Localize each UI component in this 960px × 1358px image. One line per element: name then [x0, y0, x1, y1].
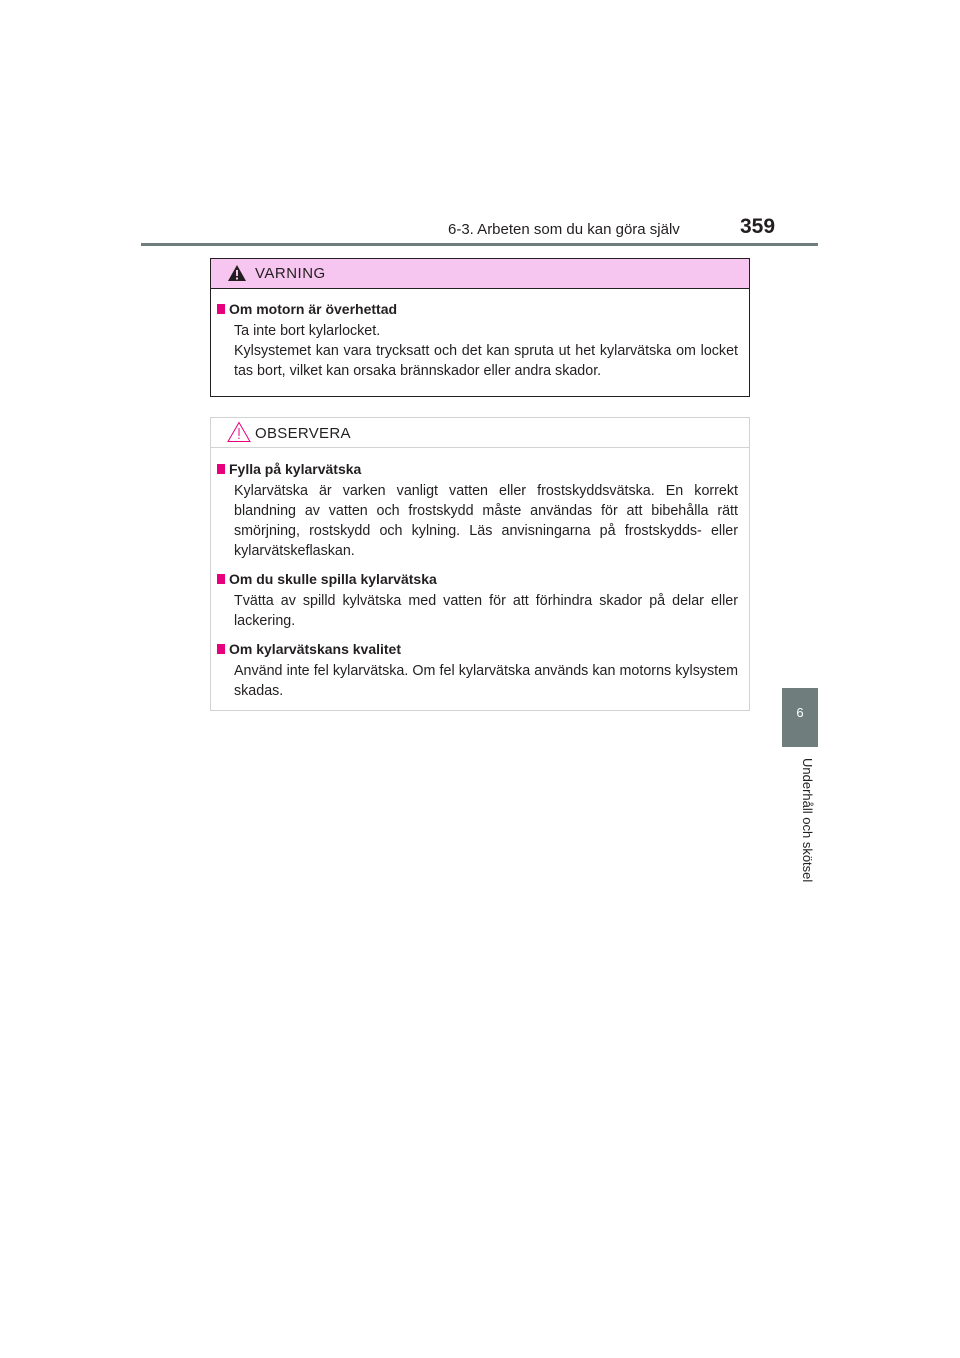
section-header: 6-3. Arbeten som du kan göra själv	[448, 221, 680, 238]
caution-box	[210, 417, 750, 711]
header-rule	[141, 243, 818, 246]
warning-item-body-2: Kylsystemet kan vara trycksatt och det kan spruta ut het kylarvätska om locket tas bort, vilket kan orsaka brännskador eller andra skador.	[234, 343, 738, 379]
caution-item-title-text: Om du skulle spilla kylarvätska	[229, 571, 437, 587]
caution-item-title	[217, 459, 738, 479]
warning-title: VARNING	[255, 265, 326, 282]
warning-content	[211, 299, 749, 381]
warning-item-title-text: Om motorn är överhettad	[229, 301, 398, 317]
warning-item-title	[217, 299, 738, 319]
page-number: 359	[740, 215, 776, 238]
bullet-square-icon	[217, 644, 225, 654]
warning-box	[210, 258, 750, 397]
chapter-label-container	[780, 758, 820, 898]
caution-item-body: Tvätta av spilld kylvätska med vatten för att förhindra skador på delar eller lackering.	[234, 593, 738, 629]
caution-triangle-icon	[227, 421, 251, 443]
caution-item-title	[217, 639, 738, 659]
chapter-tab: 6	[782, 688, 818, 747]
warning-header	[211, 259, 749, 289]
chapter-label: Underhåll och skötsel	[800, 758, 815, 883]
caution-title: OBSERVERA	[255, 425, 351, 442]
warning-item-body: Ta inte bort kylarlocket.	[234, 323, 381, 339]
caution-item-body: Kylarvätska är varken vanligt vatten eller frostskyddsvätska. En korrekt blandning av vatten och frostskydd måste användas för att bibehålla rätt smörjning, rostskydd och kylning. Läs anvisningarna på frostskydds- eller kylarvätskeflaskan.	[234, 483, 738, 559]
caution-item-title-text: Fylla på kylarvätska	[229, 461, 362, 477]
bullet-square-icon	[217, 574, 225, 584]
warning-triangle-icon	[227, 264, 247, 282]
bullet-square-icon	[217, 464, 225, 474]
caution-item-title	[217, 569, 738, 589]
caution-header	[211, 418, 749, 448]
caution-item-title-text: Om kylarvätskans kvalitet	[229, 641, 401, 657]
caution-item-body: Använd inte fel kylarvätska. Om fel kylarvätska används kan motorns kylsystem skadas.	[234, 663, 738, 699]
caution-content	[211, 459, 749, 701]
bullet-square-icon	[217, 304, 225, 314]
